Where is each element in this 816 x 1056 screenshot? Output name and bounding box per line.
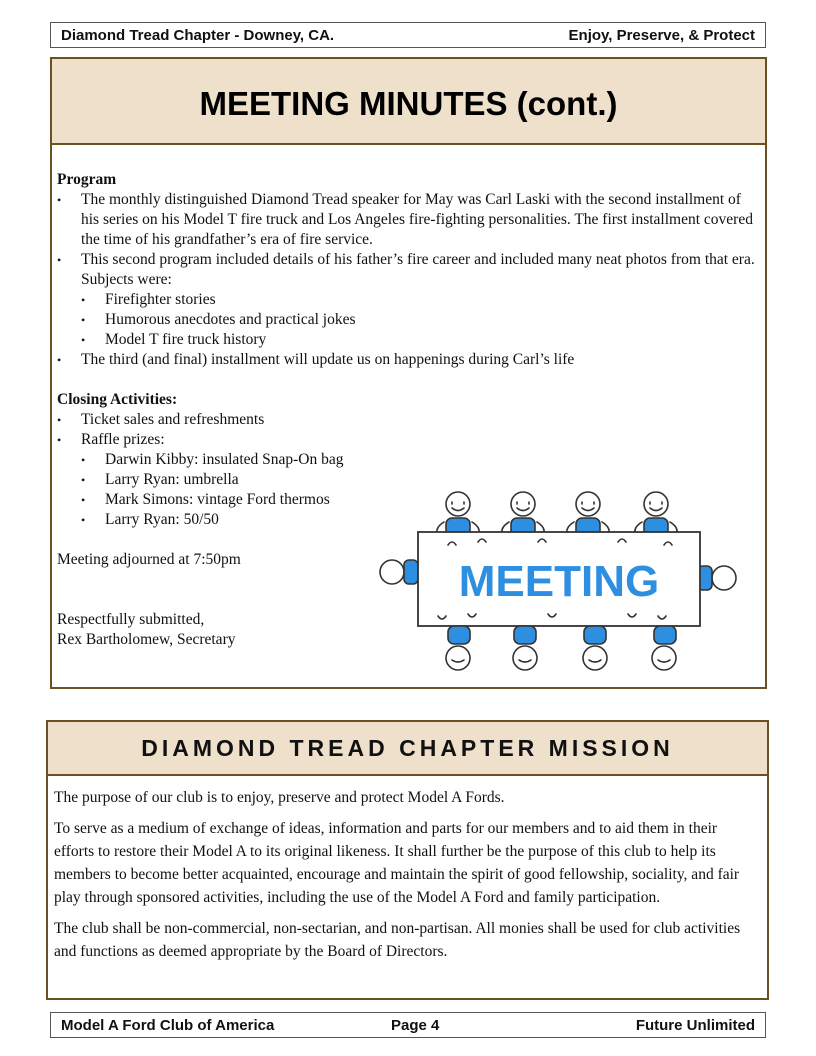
header-chapter-name: Diamond Tread Chapter - Downey, CA. xyxy=(61,26,335,44)
program-item: • The third (and final) installment will update us on happenings during Carl’s life xyxy=(57,350,757,370)
meeting-illustration xyxy=(378,490,738,675)
program-item xyxy=(57,250,757,350)
subject-item: • Firefighter stories xyxy=(81,290,757,310)
prize-item: • Larry Ryan: umbrella xyxy=(81,470,757,490)
header-motto: Enjoy, Preserve, & Protect xyxy=(568,26,755,44)
person-icon xyxy=(583,626,607,670)
footer-newsletter-name: Future Unlimited xyxy=(635,1016,755,1034)
program-item: • The monthly distinguished Diamond Tread speaker for May was Carl Laski with the second installment of his series on his Model T fire truck and Los Angeles fire-fighting personalities. The first installment covered the time of his grandfather’s era of fire service. xyxy=(57,190,757,250)
person-icon xyxy=(698,566,736,590)
meeting-cartoon-icon xyxy=(378,490,738,675)
mission-paragraph: To serve as a medium of exchange of ideas, information and parts for our members and to aid them in their efforts to restore their Model A to its original likeness. It shall further be the purpose of this club to help its members to become better acquainted, encourage and maintain the spirit of good fellowship, sociality, and fair play through sponsored activities, including the use of the Model A Ford and family participation. xyxy=(54,820,740,906)
person-icon xyxy=(513,626,537,670)
page-footer xyxy=(50,1012,766,1038)
subject-item: • Humorous anecdotes and practical jokes xyxy=(81,310,757,330)
prize-item: • Larry Ryan: 50/50 xyxy=(81,510,757,530)
footer-page-number: Page 4 xyxy=(391,1016,440,1034)
minutes-title: MEETING MINUTES (cont.) xyxy=(199,85,618,122)
mission-body xyxy=(48,776,767,963)
meeting-word: MEETING xyxy=(458,557,660,606)
subject-item: • Model T fire truck history xyxy=(81,330,757,350)
secretary-signature: Rex Bartholomew, Secretary xyxy=(57,631,236,648)
mission-paragraph: The purpose of our club is to enjoy, preserve and protect Model A Fords. xyxy=(54,789,505,806)
closing-item: • Ticket sales and refreshments xyxy=(57,410,757,430)
program-heading: Program xyxy=(57,171,117,188)
person-icon xyxy=(446,626,470,670)
closing-heading: Closing Activities: xyxy=(57,391,178,408)
person-icon xyxy=(380,560,418,584)
prize-item: • Darwin Kibby: insulated Snap-On bag xyxy=(81,450,757,470)
closing-item-text: Raffle prizes: xyxy=(81,431,165,448)
page-header xyxy=(50,22,766,48)
subjects-list xyxy=(81,290,757,350)
person-icon xyxy=(652,626,676,670)
adjourned-text: Meeting adjourned at 7:50pm xyxy=(57,551,241,568)
program-list xyxy=(57,190,757,370)
program-item-text: This second program included details of his father’s fire career and included many neat photos from that era. Subjects were: xyxy=(81,251,755,288)
mission-paragraph: The club shall be non-commercial, non-sectarian, and non-partisan. All monies shall be used for club activities and functions as deemed appropriate by the Board of Directors. xyxy=(54,920,741,960)
minutes-title-bar xyxy=(52,59,765,145)
mission-title-bar xyxy=(48,722,767,776)
footer-club-name: Model A Ford Club of America xyxy=(61,1016,275,1034)
prize-item: • Mark Simons: vintage Ford thermos xyxy=(81,490,757,510)
submitted-text: Respectfully submitted, xyxy=(57,611,205,628)
mission-section xyxy=(46,720,769,1000)
mission-title: DIAMOND TREAD CHAPTER MISSION xyxy=(141,734,674,761)
